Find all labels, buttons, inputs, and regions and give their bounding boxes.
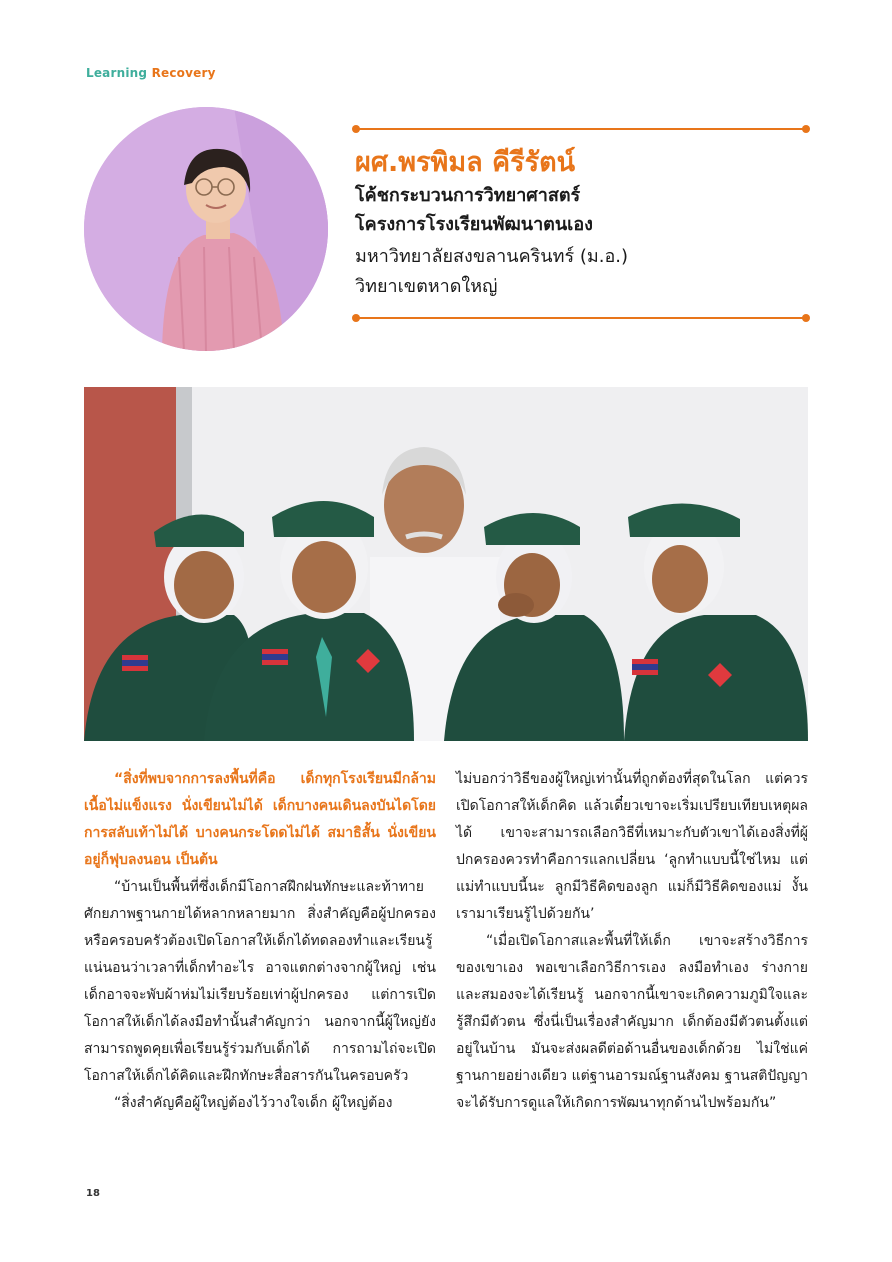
group-photo [84, 387, 808, 741]
article-quote-highlight: “สิ่งที่พบจากการลงพื้นที่คือ เด็กทุกโรงเรียนมีกล้ามเนื้อไม่แข็งแรง นั่งเขียนไม่ได้ เด็กบางคนเดินลงบันไดโดยการสลับเท้าไม่ได้ บางคนกระโดดไม่ได้ สมาธิสั้น นั่งเขียนอยู่ก็ฟุบลงนอน เป็นต้น [84, 771, 436, 868]
profile-role-line1: โค้ชกระบวนการวิทยาศาสตร์ [355, 185, 581, 206]
article-left-paragraph-1: “บ้านเป็นพื้นที่ซึ่งเด็กมีโอกาสฝึกฝนทักษะและท้าทายศักยภาพฐานกายได้หลากหลายมาก สิ่งสำคัญคือผู้ปกครองหรือครอบครัวต้องเปิดโอกาสให้เด็กได้ทดลองทำและเรียนรู้ แน่นอนว่าเวลาที่เด็กทำอะไร อาจแตกต่างจากผู้ใหญ่ เช่น เด็กอาจจะพับผ้าห่มไม่เรียบร้อยเท่าผู้ปกครอง แต่การเปิดโอกาสให้เด็กได้ลงมือทำนั้นสำคัญกว่า นอกจากนี้ผู้ใหญ่ยังสามารถพูดคุยเพื่อเรียนรู้ร่วมกับเด็กได้ การถามไถ่จะเปิดโอกาสให้เด็กได้คิดและฝึกทักษะสื่อสารกันในครอบครัว [84, 879, 436, 1084]
article-column-left [84, 766, 436, 1117]
section-label-learning: Learning [86, 66, 148, 80]
section-label [86, 66, 216, 80]
portrait-photo [84, 107, 328, 351]
article-right-paragraph-1: ไม่บอกว่าวิธีของผู้ใหญ่เท่านั้นที่ถูกต้องที่สุดในโลก แต่ควรเปิดโอกาสให้เด็กคิด แล้วเดี๋ยวเขาจะเริ่มเปรียบเทียบเหตุผลได้ เขาจะสามารถเลือกวิธีที่เหมาะกับตัวเขาได้เองสิ่งที่ผู้ปกครองควรทำคือการแลกเปลี่ยน ‘ลูกทำแบบนี้ใช่ไหม แต่แม่ทำแบบนี้นะ ลูกมีวิธีคิดของลูก แม่ก็มีวิธีคิดของแม่ งั้นเรามาเรียนรู้ไปด้วยกัน’ [456, 771, 808, 922]
profile-role-line2: โครงการโรงเรียนพัฒนาตนเอง [355, 214, 593, 235]
divider-bottom [355, 317, 807, 319]
article-right-paragraph-2: “เมื่อเปิดโอกาสและพื้นที่ให้เด็ก เขาจะสร้างวิธีการของเขาเอง พอเขาเลือกวิธีการเอง ลงมือทำเอง ร่างกายและสมองจะได้เรียนรู้ นอกจากนี้เขาจะเกิดความภูมิใจและรู้สึกมีตัวตน ซึ่งนี่เป็นเรื่องสำคัญมาก เด็กต้องมีตัวตนตั้งแต่อยู่ในบ้าน มันจะส่งผลดีต่อด้านอื่นของเด็กด้วย ไม่ใช่แค่ฐานกายอย่างเดียว แต่ฐานอารมณ์ฐานสังคม ฐานสติปัญญา จะได้รับการดูแลให้เกิดการพัฒนาทุกด้านไปพร้อมกัน” [456, 933, 808, 1111]
divider-top [355, 128, 807, 130]
profile-affiliation-line2: วิทยาเขตหาดใหญ่ [355, 276, 498, 297]
article-column-right [456, 766, 808, 1117]
section-label-recovery: Recovery [151, 66, 216, 80]
profile-affiliation-line1: มหาวิทยาลัยสงขลานครินทร์ (ม.อ.) [355, 246, 628, 267]
profile-name: ผศ.พรพิมล คีรีรัตน์ [355, 147, 576, 178]
page-number: 18 [86, 1188, 100, 1199]
article-left-paragraph-2: “สิ่งสำคัญคือผู้ใหญ่ต้องไว้วางใจเด็ก ผู้ใหญ่ต้อง [114, 1095, 393, 1111]
